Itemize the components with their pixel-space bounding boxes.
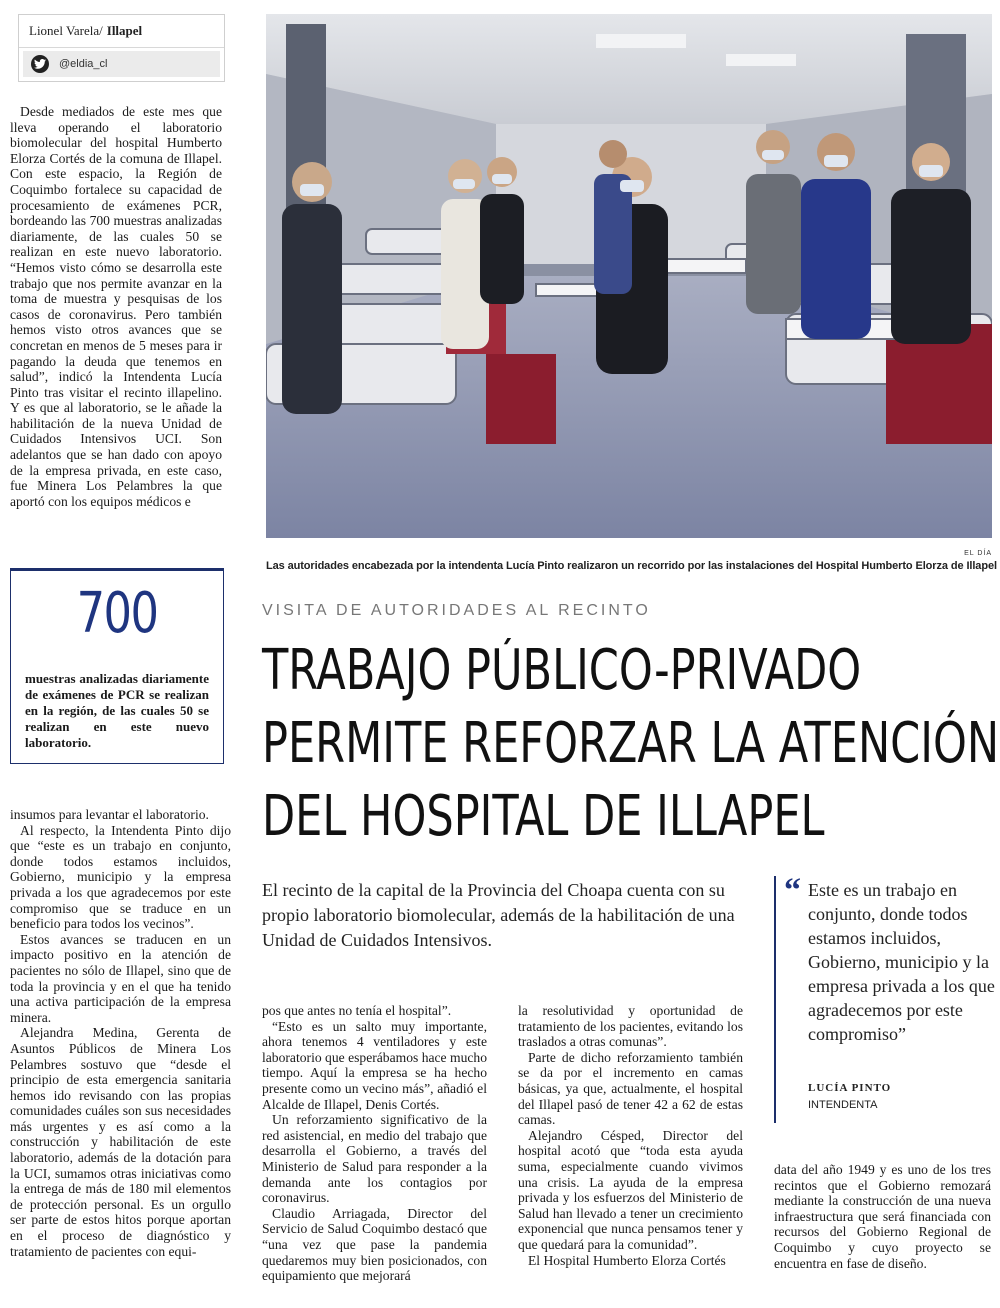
paragraph: Un reforzamiento significativo de la red asistencial, en medio del trabajo que desarrolla el Gobierno, a través del Ministerio de Salud para responder a la demanda ante los contagios por coronavirus. (262, 1112, 487, 1206)
paragraph: Alejandro Césped, Director del hospital acotó que “toda esta ayuda suma, especialmente cuando vivimos una crisis. La ayuda de la empresa privada y los esfuerzos del Ministerio de Salud han llevado a tener un crecimiento exponencial que nunca pensamos tener y que quedará para la comunidad”. (518, 1127, 743, 1252)
byline-box (18, 14, 225, 82)
author-name: Lionel Varela/ (29, 23, 103, 38)
hospital-ward-image (266, 14, 992, 538)
column-1-top (10, 104, 222, 509)
lead-paragraph: El recinto de la capital de la Provincia del Choapa cuenta con su propio laboratorio biomolecular, además de la habilitación de una Unidad de Cuidados Intensivos. (262, 880, 735, 950)
paragraph: Parte de dicho reforzamiento también se da por el incremento en camas básicas, ya que, actualmente, el hospital del Illapel pasó de tener 42 a 62 de estas camas. (518, 1049, 743, 1128)
column-3 (518, 1003, 743, 1268)
stat-box (10, 568, 224, 764)
paragraph: “Esto es un salto muy importante, ahora tenemos 4 ventiladores y este laboratorio que esperábamos hace mucho tiempo. Aquí la empresa se ha hecho presente como un vecino más”, añadió el Alcalde de Illapel, Denis Cortés. (262, 1018, 487, 1112)
twitter-handle-bar (23, 51, 220, 77)
stat-description: muestras analizadas diariamente de exámenes de PCR se realizan en la región, de las cuales 50 se realizan en este nuevo laboratorio. (25, 671, 209, 750)
quote-author: LUCÍA PINTO (808, 1082, 892, 1094)
paragraph: data del año 1949 y es uno de los tres recintos que el Gobierno remozará mediante la construcción de una nueva infraestructura que será financiada con recursos del Gobierno Regional de Coquimbo y cuyo proyecto se encuentra en fase de diseño. (774, 1162, 991, 1271)
headline-line: PERMITE REFORZAR LA ATENCIÓN (262, 711, 1000, 776)
paragraph: Claudio Arriagada, Director del Servicio de Salud Coquimbo destacó que “una vez que pase la pandemia quedaremos muy bien posicionados, con equipamiento que mejorará (262, 1205, 487, 1284)
paragraph: la resolutividad y oportunidad de tratamiento de los pacientes, evitando los traslados a otras comunas”. (518, 1003, 743, 1050)
hospital-photo (266, 14, 992, 538)
photo-caption: Las autoridades encabezada por la intendenta Lucía Pinto realizaron un recorrido por las instalaciones del Hospital Humberto Elorza de Illapel (266, 560, 997, 572)
paragraph: El Hospital Humberto Elorza Cortés (528, 1252, 726, 1268)
twitter-handle[interactable]: @eldia_cl (59, 58, 108, 70)
kicker: VISITA DE AUTORIDADES AL RECINTO (262, 602, 651, 619)
stat-number: 700 (76, 581, 158, 646)
byline-location: Illapel (106, 23, 143, 38)
paragraph: insumos para levantar el laboratorio. (10, 807, 209, 822)
headline-line: DEL HOSPITAL DE ILLAPEL (262, 784, 825, 849)
headline (262, 634, 1000, 853)
quote-text: Este es un trabajo en conjunto, donde todos estamos incluidos, Gobierno, municipio y la empresa privada a los que agradecemos por este compromiso” (808, 880, 995, 1044)
column-2 (262, 1003, 487, 1284)
quote-role: INTENDENTA (808, 1099, 878, 1111)
byline (19, 15, 224, 48)
paragraph: Estos avances se traducen en un impacto positivo en la atención de pacientes no sólo de Illapel, sino que de toda la provincia y en el que ha tenido una activa participación de la empresa minera. (10, 931, 231, 1025)
paragraph: Alejandra Medina, Gerenta de Asuntos Públicos de Minera Los Pelambres sostuvo que “desde el principio de esta emergencia sanitaria hemos ido revisando con las propias comunidades cuáles son sus necesidades más urgentes y es así como a la construcción y habilitación de este laboratorio, además de la dotación para la UCI, sumamos otras iniciativas como la entrega de más de 180 mil elementos de protección personal. Es un orgullo ser parte de estos hitos porque aportan en el proceso de diagnóstico y tratamiento de pacientes con equi- (10, 1025, 231, 1259)
twitter-icon (31, 55, 49, 73)
column-1-bottom (10, 807, 231, 1259)
headline-line: TRABAJO PÚBLICO-PRIVADO (262, 638, 862, 703)
paragraph: Desde mediados de este mes que lleva operando el laboratorio biomolecular del hospital Humberto Elorza Cortés de la comuna de Illapel. Con este espacio, la Región de Coquimbo fortalece su capacidad de procesamiento de exámenes PCR, bordeando las 700 muestras analizadas diariamente, de las cuales 50 se realizan en este nuevo laboratorio. “Hemos visto cómo se desarrolla este trabajo que nos permite avanzar en la toma de muestra y pesquisas de los casos de coronavirus. Pero también hemos visto otros avances que se concretan en menos de 5 meses para ir pagando la deuda que tenemos en salud”, indicó la Intendenta Lucía Pinto tras visitar el recinto illapelino. Y es que al laboratorio, se le añade la habilitación de la nueva Unidad de Cuidados Intensivos UCI. Son adelantos que se han dado con apoyo de la empresa privada, en este caso, fue Minera Los Pelambres la que aportó con los equipos médicos e (10, 104, 222, 509)
paragraph: pos que antes no tenía el hospital”. (262, 1003, 452, 1018)
pull-quote (774, 872, 995, 1123)
paragraph: Al respecto, la Intendenta Pinto dijo que “este es un trabajo en conjunto, donde todos estamos incluidos, Gobierno, municipio y la empresa privada a los que agradecemos por este compromiso que se traduce en un beneficio para todos los vecinos”. (10, 822, 231, 932)
photo-credit: EL DÍA (964, 550, 992, 557)
column-4 (774, 1162, 991, 1271)
quote-mark-icon: “ (784, 872, 801, 909)
